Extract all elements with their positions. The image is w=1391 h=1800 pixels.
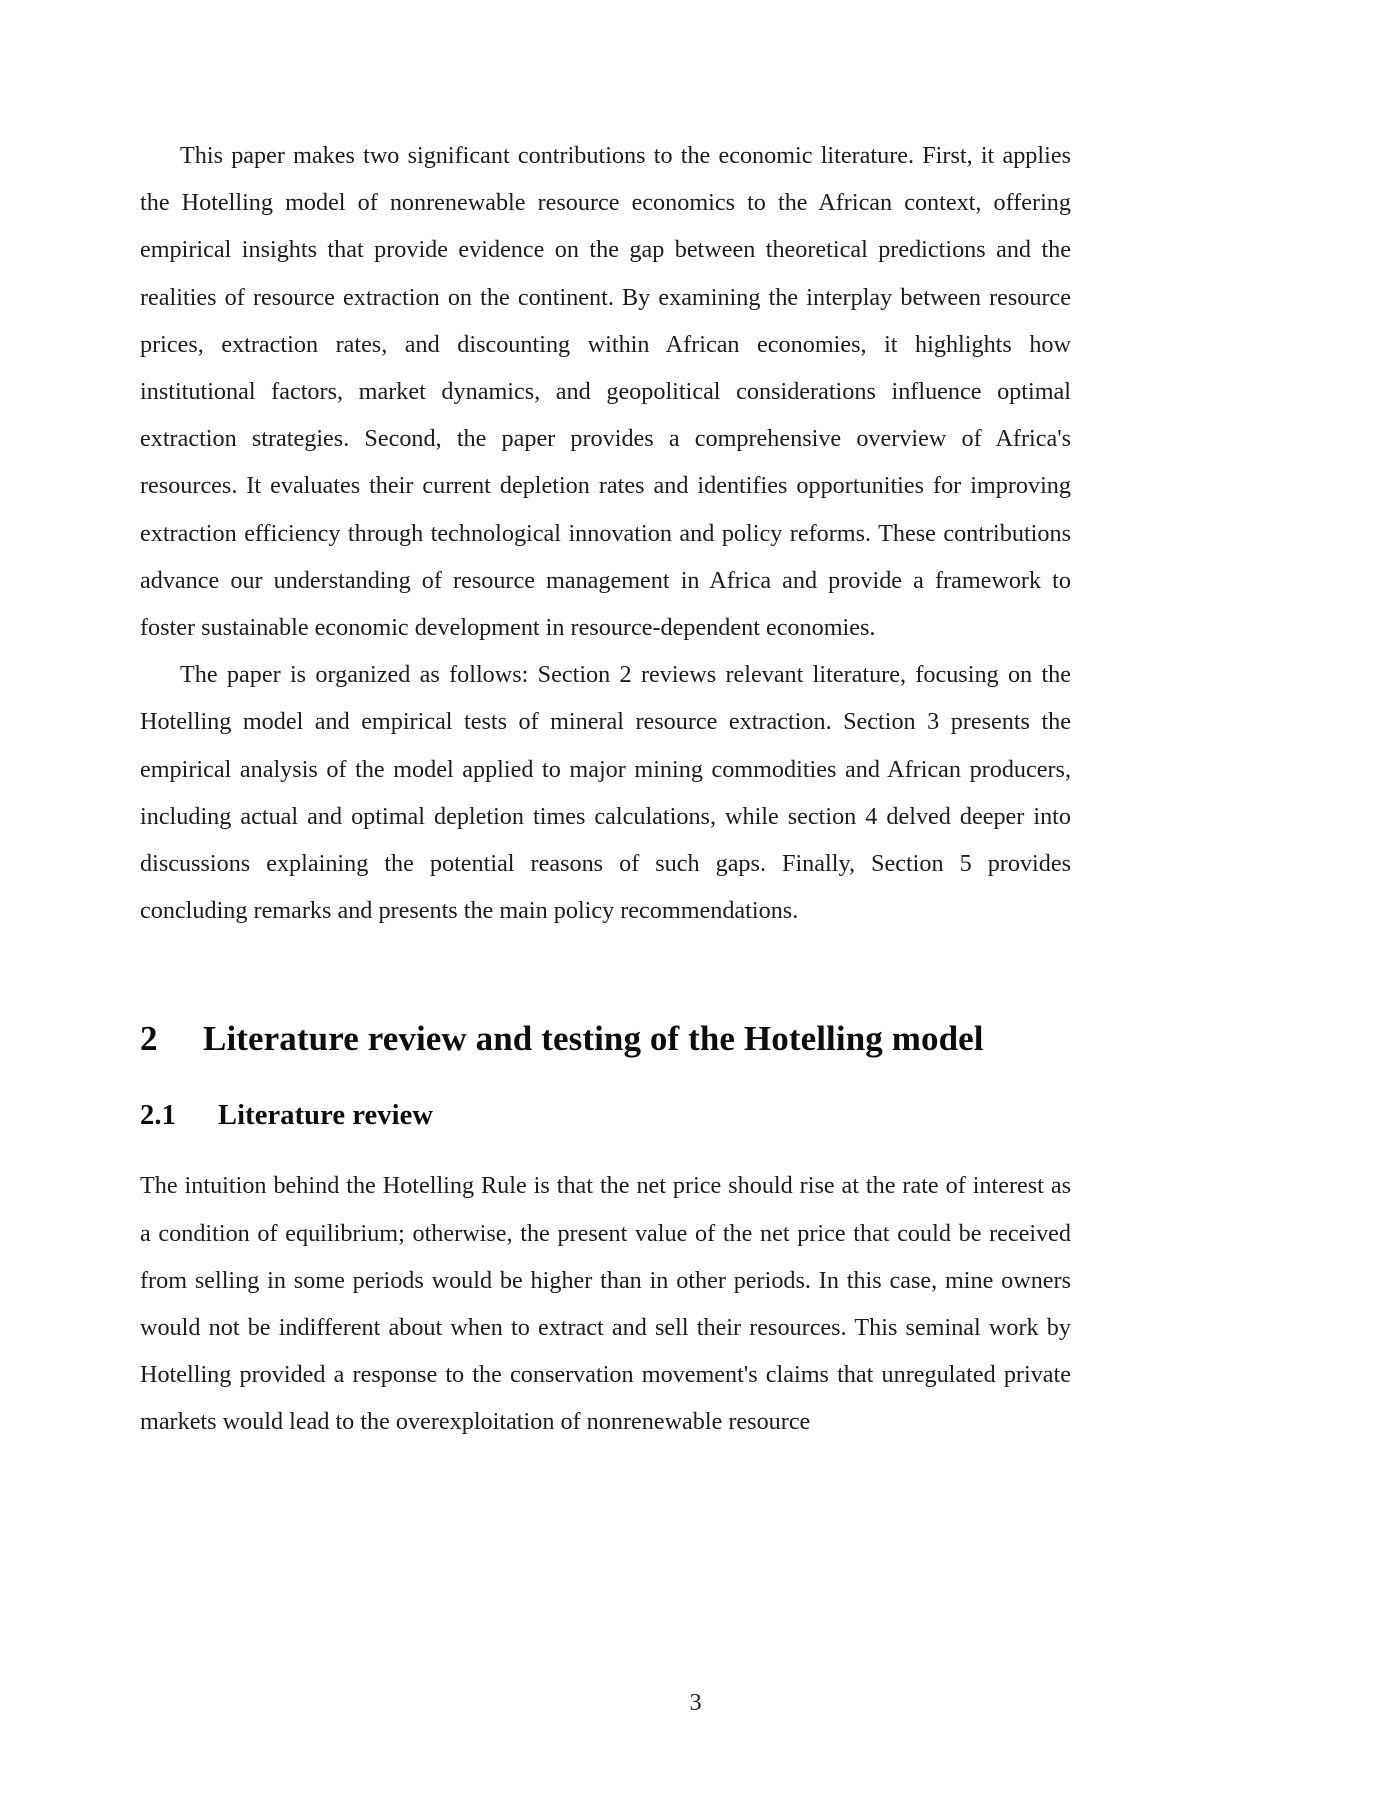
paragraph-hotelling-rule-intuition: The intuition behind the Hotelling Rule is that the net price should rise at the rate of interest as a condition of equilibrium; otherwise, the present value of the net price that could be received from selling in some periods would be higher than in other periods. In this case, mine owners would not be indifferent about when to extract and sell their resources. This seminal work by Hotelling provided a response to the conservation movement's claims that unregulated private markets would lead to the overexploitation of nonrenewable resource	[140, 1172, 1071, 1436]
section-number: 2	[140, 1019, 158, 1059]
subsection-number: 2.1	[140, 1100, 176, 1132]
page-number: 3	[689, 1689, 702, 1716]
spacer-after-subsection	[140, 1135, 1071, 1162]
subsection-heading-2-1	[140, 1097, 1071, 1135]
section-title: Literature review and testing of the Hotelling model	[203, 1019, 984, 1059]
spacer-after-section	[140, 1061, 1071, 1097]
paragraph-organization: The paper is organized as follows: Section 2 reviews relevant literature, focusing on the Hotelling model and empirical tests of mineral resource extraction. Section 3 presents the empirical analysis of the model applied to major mining commodities and African producers, including actual and optimal depletion times calculations, while section 4 delved deeper into discussions explaining the potential reasons of such gaps. Finally, Section 5 provides concluding remarks and presents the main policy recommendations.	[140, 661, 1071, 925]
page-content	[140, 132, 1071, 1446]
subsection-title: Literature review	[218, 1100, 434, 1132]
section-heading-2	[140, 1017, 1071, 1061]
spacer-before-section	[140, 934, 1071, 1017]
paragraph-contributions: This paper makes two significant contributions to the economic literature. First, it applies the Hotelling model of nonrenewable resource economics to the African context, offering empirical insights that provide evidence on the gap between theoretical predictions and the realities of resource extraction on the continent. By examining the interplay between resource prices, extraction rates, and discounting within African economies, it highlights how institutional factors, market dynamics, and geopolitical considerations influence optimal extraction strategies. Second, the paper provides a comprehensive overview of Africa's resources. It evaluates their current depletion rates and identifies opportunities for improving extraction efficiency through technological innovation and policy reforms. These contributions advance our understanding of resource management in Africa and provide a framework to foster sustainable economic development in resource-dependent economies.	[140, 142, 1071, 642]
